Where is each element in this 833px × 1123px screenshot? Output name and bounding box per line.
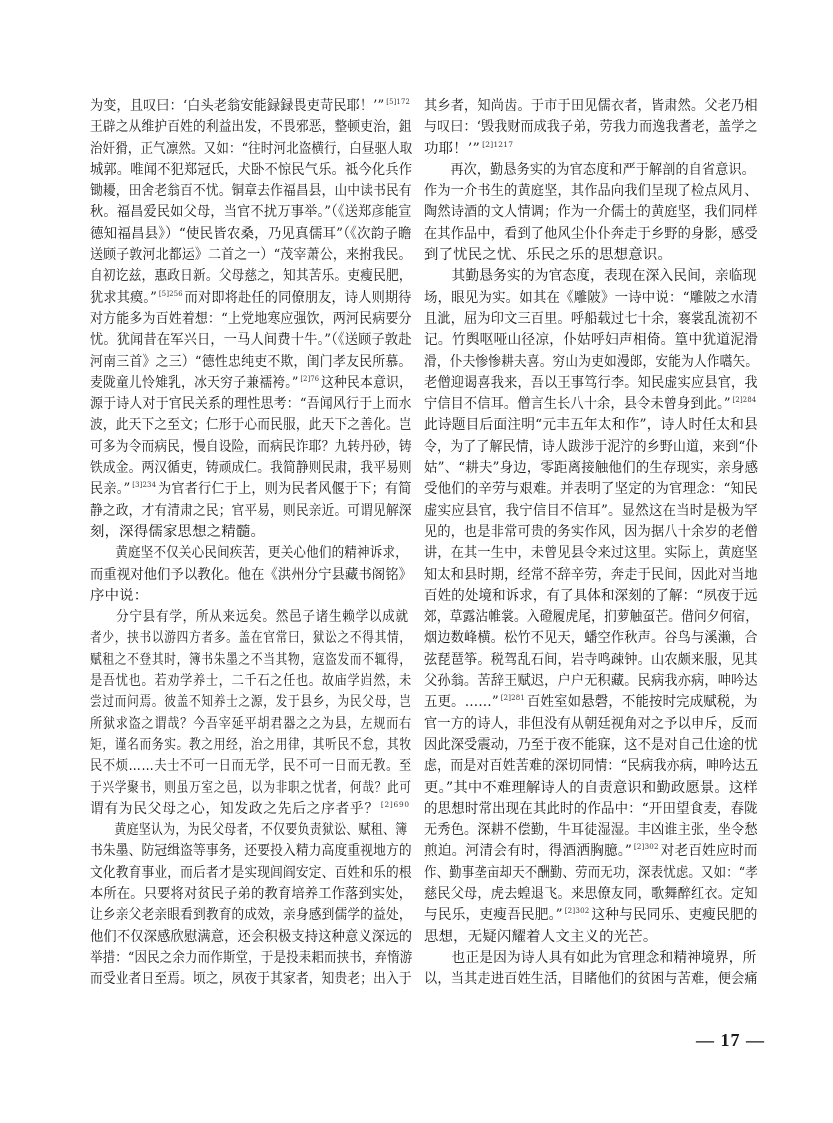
text-line — [90, 181, 412, 202]
line-text-after-ref: 而对即将赴任的同僚朋友，诗人则期待 — [184, 289, 412, 306]
text-line — [424, 415, 758, 436]
text-line — [424, 394, 757, 415]
text-line — [424, 330, 759, 351]
line-text: 德知福昌县》）“使民皆农桑，乃见真儒耳”（《次韵子瞻 — [90, 225, 412, 242]
text-line — [424, 266, 757, 287]
text-line — [90, 139, 413, 160]
text-line — [424, 671, 758, 692]
line-text: 以，当其走进百姓生活，目睹他们的贫困与苦难，便会痛 — [424, 971, 758, 988]
line-text: 对方能多为百姓着想：“上党地寒应强饮，两河民病要分 — [90, 310, 412, 327]
line-text: 与叹曰：‘毁我财而成我子弟，劳我力而逸我耆老，盖学之 — [424, 119, 758, 136]
line-text: 官一方的诗人，非但没有从朝廷视角对之予以申斥，反而 — [424, 715, 758, 732]
line-text: 波，此天下之至文；仁形于心而民服，此天下之善化。岂 — [90, 417, 412, 434]
text-line — [424, 969, 758, 990]
text-line — [424, 522, 758, 543]
line-text-after-ref: 百姓室如悬磬，不能按时完成赋税，为 — [526, 694, 758, 711]
text-line — [90, 671, 412, 692]
line-text: 铁成金。两汉循吏，铸顽成仁。我简静则民肃，我平易则 — [90, 460, 412, 477]
line-text: 本所在。只要将对贫民子弟的教育培养工作落到实处， — [90, 885, 413, 902]
citation-ref: [2]284 — [732, 395, 757, 405]
text-line — [424, 565, 758, 586]
line-text: 郊，草露沾帷裳。入磴履虎尾，扪萝触虿芒。借问夕何宿， — [424, 609, 759, 626]
text-line — [424, 948, 757, 969]
text-line — [424, 501, 758, 522]
citation-ref: [5]256 — [158, 288, 183, 298]
text-line — [90, 841, 412, 862]
text-line — [90, 437, 412, 458]
line-text: 慈民父母，虎去蝗退飞。来思僚友同，歌舞醉红衣。定知 — [424, 885, 758, 902]
text-line — [424, 884, 758, 905]
text-line — [424, 863, 758, 884]
line-text: 城郭。唯闻不犯郑冠氏，犬卧不惊民气乐。祗今化兵作 — [90, 161, 413, 178]
line-text: 弦琵琶筝。税驾乱石间，岩寺鸣疎钟。山农颇来服，见其 — [424, 651, 758, 668]
text-line — [90, 352, 412, 373]
line-text: 其勤恳务实的为官态度，表现在深入民间，亲临现 — [451, 268, 757, 285]
citation-ref: [2]302 — [564, 906, 590, 916]
text-line — [424, 927, 758, 948]
text-line — [90, 266, 412, 287]
citation-ref: [2]1217 — [482, 139, 514, 149]
text-line — [90, 458, 412, 479]
text-line — [424, 245, 758, 266]
line-text: 可多为令而病民，慢自设险，而病民诈耶？九转丹砂，铸 — [90, 438, 412, 455]
line-text: 河南三首》之三）“德性忠纯吏不欺，闺门孝友民所慕。 — [90, 353, 412, 370]
text-line — [90, 927, 413, 948]
text-line — [90, 117, 412, 138]
citation-ref: [5]172 — [386, 97, 411, 106]
line-text: 讲，在其一生中，未曾见县令来过这里。实际上，黄庭坚 — [424, 545, 758, 562]
text-line — [90, 650, 412, 671]
line-text: 民不烦……夫士不可一日而无学，民不可一日而无教。至 — [90, 758, 412, 775]
text-line — [424, 799, 758, 820]
text-line — [90, 394, 412, 415]
line-text: 作、勤事垄亩却天不酬勤、劳而无功，深表忧虑。又如：“孝 — [424, 864, 758, 881]
citation-ref: [2]281 — [500, 693, 526, 703]
line-text: 此诗题目后面注明“元丰五年太和作”，诗人时任太和县 — [424, 417, 758, 434]
text-line — [424, 543, 758, 564]
text-line — [424, 160, 756, 181]
text-line — [424, 352, 759, 373]
line-text: 分宁县有学，所从来远矣。然邑子诸生赖学以成就 — [116, 609, 409, 626]
text-line — [90, 160, 413, 181]
line-text: 而受业者日至焉。顷之，夙夜于其家者，知贵老；出入于 — [90, 971, 412, 988]
text-line — [424, 607, 759, 628]
line-text: 让乡亲父老亲眼看到教育的成效，亲身感到儒学的益处， — [90, 907, 412, 924]
line-text: 百姓的处境和诉求，有了具体和深刻的了解：“夙夜于远 — [424, 587, 758, 604]
text-line — [424, 437, 759, 458]
line-text: 而重视对他们予以教化。他在《洪州分宁县藏书阁铭》 — [90, 566, 413, 583]
text-line — [90, 373, 413, 394]
text-line — [90, 799, 410, 820]
line-text: 煎迫。河清会有时，得酒洒胸臆。” — [424, 843, 633, 860]
text-line — [424, 841, 758, 862]
line-text-after-ref: 对老百姓应时而 — [660, 843, 758, 860]
line-text: 与民乐，吏瘦吾民肥。” — [424, 907, 563, 924]
text-line — [90, 288, 412, 309]
text-line — [90, 692, 412, 713]
line-text: 宁信目不信耳。僧言生长八十余，县令未曾身到此。” — [424, 396, 731, 413]
text-line — [424, 373, 758, 394]
citation-ref: [3]234 — [132, 480, 157, 490]
line-text: 于兴学聚书，则虽万室之邑，以为非职之忧者，何哉？此可 — [90, 779, 412, 796]
text-line — [424, 96, 758, 117]
left-column — [90, 96, 412, 990]
text-line — [90, 735, 412, 756]
text-line — [424, 820, 758, 841]
citation-ref: [2]76 — [300, 373, 320, 383]
text-line — [90, 96, 411, 117]
line-text-after-ref: 这种与民同乐、吏瘦民肥的 — [591, 907, 758, 924]
line-text: 在其作品中，看到了他风尘仆仆奔走于乡野的身影，感受 — [424, 225, 758, 242]
text-line — [90, 969, 412, 990]
line-text: 虑，而是对百姓苦难的深切同情：“民病我亦病，呻吟达五 — [424, 758, 759, 775]
line-text: 父孙翁。苦辞王赋迟，户户无积藏。民病我亦病，呻吟达 — [424, 673, 758, 690]
line-text: 令，为了了解民情，诗人跋涉于泥泞的乡野山道，来到“仆 — [424, 438, 759, 455]
text-line — [424, 905, 758, 926]
page-number: — 17 — — [696, 1030, 765, 1050]
text-line — [90, 714, 412, 735]
line-text-after-ref: 这种民本意识， — [321, 374, 413, 391]
line-text: 的思想时常出现在其此时的作品中：“开田望食麦，春陇 — [424, 800, 758, 817]
text-line — [424, 117, 758, 138]
line-text: 送顾子敦河北都运》二首之一）“茂宰萧公，来拊我民。 — [90, 247, 412, 264]
line-text: 矩，谨名而务实。教之用经，治之用律，其听民不怠，其牧 — [90, 736, 412, 753]
line-text: 尝过而问焉。彼盖不知养士之源，发于县乡，为民父母，岂 — [90, 694, 412, 711]
text-line — [90, 756, 412, 777]
line-text: 滑，仆夫惨惨耕夫喜。穷山为吏如漫郎，安能为人作嚆矢。 — [424, 353, 759, 370]
line-text: 锄耰，田舍老翁百不忧。铜章去作福昌县，山中读书民有 — [90, 183, 412, 200]
line-text: 思想，无疑闪耀着人文主义的光芒。 — [424, 928, 658, 945]
line-text: 文化教育事业，而后者才是实现闾阎安定、百姓和乐的根 — [90, 864, 412, 881]
text-line — [424, 309, 758, 330]
text-line — [424, 628, 758, 649]
text-line — [424, 650, 758, 671]
line-text: 忧。犹闻昔在军兴日，一马人间费十牛。”（《送顾子敦赴 — [90, 332, 412, 349]
text-line — [424, 139, 758, 160]
line-text: 静之政，才有清肃之民；官平易，则民亲近。可谓见解深 — [90, 502, 412, 519]
text-line — [424, 692, 758, 713]
line-text: 治奸猾，正气凛然。又如：“往时河北盗横行，白昼驱人取 — [90, 140, 413, 157]
line-text: 再次，勤恳务实的为官态度和严于解剖的自省意识。 — [450, 161, 756, 178]
line-text: 见的，也是非常可贵的务实作风，因为据八十余岁的老僧 — [424, 523, 758, 540]
line-text: 陶然诗酒的文人情调；作为一介儒士的黄庭坚，我们同样 — [424, 204, 758, 221]
line-text: 因此深受震动，乃至于夜不能寐，这不是对自己仕途的忧 — [424, 736, 758, 753]
line-text: 所狱求盗之谓哉？今吾宰延平胡君器之之为县，左规而右 — [90, 715, 412, 732]
line-text: 黄庭坚不仅关心民间疾苦，更关心他们的精神诉求， — [115, 545, 408, 562]
citation-ref: [2]302 — [633, 842, 659, 852]
line-text: 姑”、“耕夫”身边，零距离接触他们的生存现实，亲身感 — [424, 460, 759, 477]
text-line — [90, 948, 413, 969]
line-text: 是吾忧也。若劝学养士，二千石之任也。故庙学岿然，未 — [90, 673, 412, 690]
text-line — [424, 714, 758, 735]
line-text: 功耶！’” — [424, 140, 481, 157]
line-text: 且泚，屈为印文三百里。呼船载过七十余，褰裳乱流初不 — [424, 310, 758, 327]
text-line — [90, 501, 412, 522]
text-line — [90, 905, 412, 926]
line-text: 场，眼见为实。如其在《雕陂》一诗中说：“雕陂之水清 — [424, 289, 758, 306]
text-line — [90, 309, 412, 330]
text-line — [90, 628, 412, 649]
line-text: 为变，且叹曰：‘白头老翁安能録録畏吏苛民耶！’” — [90, 98, 385, 114]
text-line — [90, 778, 412, 799]
text-line — [90, 202, 412, 223]
line-text: 五更。……” — [424, 694, 499, 711]
text-line — [424, 458, 759, 479]
line-text: 记。竹舆呕哑山径凉，仆姑呼妇声相倚。篁中犹道泥滑 — [424, 332, 759, 349]
text-line — [424, 735, 758, 756]
line-text: 源于诗人对于官民关系的理性思考：“吾闻风行于上而水 — [90, 396, 412, 413]
line-text: 到了忧民之忧、乐民之乐的思想意识。 — [424, 247, 673, 264]
right-column — [424, 96, 758, 990]
text-line — [424, 756, 759, 777]
line-text: 刻，深得儒家思想之精髓。 — [90, 523, 266, 540]
text-line — [90, 479, 412, 500]
citation-ref: [2]690 — [380, 799, 410, 809]
line-text: 谓有为民父母之心，知发政之先后之序者乎？ — [90, 800, 379, 817]
line-text: 序中说： — [90, 587, 149, 604]
line-text: 其乡者，知尚齿。于市于田见儒衣者，皆肃然。父老乃相 — [424, 98, 758, 114]
text-line — [424, 181, 758, 202]
line-text: 者少，挟书以游四方者多。盖在官常曰，狱讼之不得其情， — [90, 630, 412, 647]
text-line — [90, 586, 412, 607]
line-text: 王辟之从维护百姓的利益出发，不畏邪恶，整顿吏治，鉏 — [90, 119, 412, 136]
text-line — [424, 479, 758, 500]
line-text: 秋。福昌爱民如父母，当官不扰万事举。”（《送郑彦能宣 — [90, 204, 412, 221]
line-text: 烟边数峰横。松竹不见天，蟠空作秋声。谷鸟与溪濑，合 — [424, 630, 758, 647]
text-line — [90, 884, 413, 905]
line-text: 虚实应县官，我宁信目不信耳”。显然这在当时是极为罕 — [424, 502, 758, 519]
text-line — [424, 586, 758, 607]
line-text: 黄庭坚认为，为民父母者，不仅要负责狱讼、赋租、簿 — [114, 822, 408, 839]
line-text: 他们不仅深感欣慰满意，还会积极支持这种意义深远的 — [90, 928, 413, 945]
text-line — [424, 202, 758, 223]
text-line — [90, 607, 409, 628]
line-text: 也正是因为诗人具有如此为官理念和精神境界，所 — [451, 949, 757, 966]
line-text: 民亲。” — [90, 481, 131, 498]
line-text: 老僧迎谒喜我来，吾以王事笃行李。知民虚实应县官，我 — [424, 374, 758, 391]
text-line — [424, 778, 756, 799]
text-line — [90, 543, 408, 564]
text-line — [424, 288, 758, 309]
line-text: 赋租之不登其时，簿书朱墨之不当其物，寇盗发而不辄得， — [90, 651, 412, 668]
text-line — [90, 565, 413, 586]
line-text: 犹求其瘼。” — [90, 289, 158, 306]
text-line — [424, 224, 758, 245]
text-line — [90, 415, 412, 436]
text-line — [90, 330, 412, 351]
text-line — [90, 820, 408, 841]
line-text: 麦陇童儿怜雉乳，冰天穷子兼襦袴。” — [90, 374, 299, 391]
line-text: 受他们的辛劳与艰难。并表明了坚定的为官理念：“知民 — [424, 481, 758, 498]
line-text-after-ref: 为官者行仁于上，则为民者风偃于下；有简 — [157, 481, 412, 498]
text-line — [90, 224, 412, 245]
line-text: 自初讫兹，惠政日新。父母慈之，知其苦乐。吏瘦民肥， — [90, 268, 412, 285]
line-text: 书朱墨、防冠缉盗等事务，还要投入精力高度重视地方的 — [90, 843, 412, 860]
line-text: 知太和县时期，经常不辞辛劳，奔走于民间，因此对当地 — [424, 566, 758, 583]
text-line — [90, 245, 412, 266]
line-text: 更。”其中不难理解诗人的自责意识和勤政愿景。这样 — [424, 779, 758, 796]
line-text: 无秀色。深耕不偿勤，牛耳徒湿湿。丰凶谁主张，坐令愁 — [424, 822, 758, 839]
line-text: 举措：“因民之余力而作斯堂，于是投耒耜而挟书，弃惰游 — [90, 949, 413, 966]
line-text: 作为一介书生的黄庭坚，其作品向我们呈现了检点风月、 — [424, 183, 758, 200]
text-line — [90, 522, 412, 543]
text-line — [90, 863, 412, 884]
